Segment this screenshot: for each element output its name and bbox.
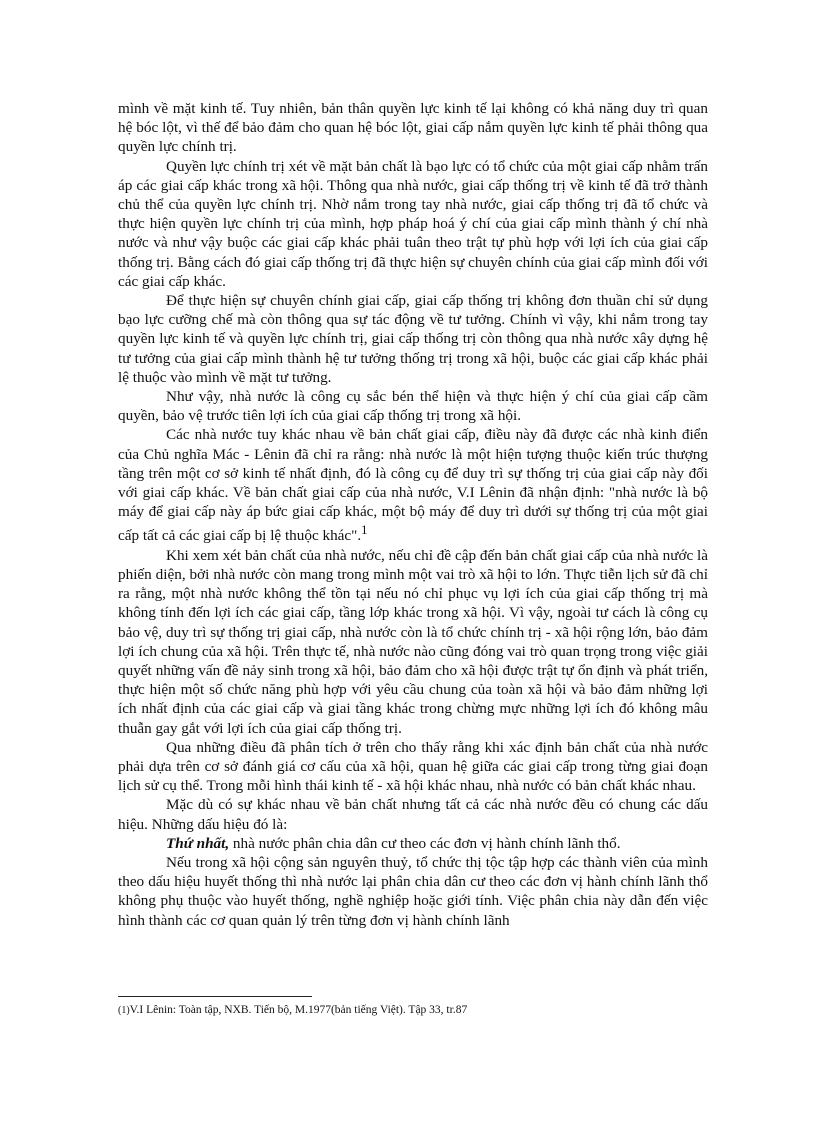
paragraph-continuation: mình về mặt kinh tế. Tuy nhiên, bản thân quyền lực kinh tế lại không có khả năng duy trì quan hệ bóc lột, vì thế để bảo đảm cho quan hệ bóc lột, giai cấp nắm quyền lực kinh tế phải thông qua quyền lực chính trị. — [118, 100, 708, 156]
paragraph-ideology: Để thực hiện sự chuyên chính giai cấp, giai cấp thống trị không đơn thuần chỉ sử dụng bạo lực cưỡng chế mà còn thông qua sự tác động về tư tưởng. Chính vì vậy, khi nắm trong tay quyền lực kinh tế và quyền lực chính trị, giai cấp thống trị còn thông qua nhà nước xây dựng hệ tư tưởng của giai cấp mình thành hệ tư tưởng thống trị trong xã hội, buộc các giai cấp khác phải lệ thuộc vào mình về mặt tư tưởng. — [118, 292, 708, 386]
first-sign-label: Thứ nhất, — [166, 834, 230, 852]
footnote-marker: (1) — [118, 1005, 130, 1016]
first-sign-text: nhà nước phân chia dân cư theo các đơn vị hành chính lãnh thổ. — [229, 834, 621, 852]
paragraph-lenin-quote-text: Các nhà nước tuy khác nhau về bản chất giai cấp, điều này đã được các nhà kinh điển của Chủ nghĩa Mác - Lênin đã chỉ ra rằng: nhà nước là một hiện tượng thuộc kiến trúc thượng tầng trên một cơ sở kinh tế nhất định, đó là công cụ để duy trì sự thống trị của giai cấp này đối với giai cấp khác. Về bản chất giai cấp của nhà nước, V.I Lênin đã nhận định: "nhà nước là bộ máy để giai cấp này áp bức giai cấp khác, một bộ máy để duy trì dưới sự thống trị của một giai cấp tất cả các giai cấp bị lệ thuộc khác". — [118, 426, 708, 545]
paragraph-common-signs: Mặc dù có sự khác nhau về bản chất nhưng tất cả các nhà nước đều có chung các dấu hiệu. Những dấu hiệu đó là: — [118, 796, 708, 833]
document-body — [118, 99, 708, 930]
paragraph-territorial-division: Nếu trong xã hội cộng sản nguyên thuỷ, tổ chức thị tộc tập hợp các thành viên của mình theo dấu hiệu huyết thống thì nhà nước lại phân chia dân cư theo các đơn vị hành chính lãnh thổ không phụ thuộc vào huyết thống, nghề nghiệp hoặc giới tính. Việc phân chia này dẫn đến việc hình thành các cơ quan quản lý trên từng đơn vị hành chính lãnh — [118, 853, 708, 929]
footnote-text: V.I Lênin: Toàn tập, NXB. Tiến bộ, M.1977(bản tiếng Việt). Tập 33, tr.87 — [129, 1004, 468, 1016]
footnote-divider — [118, 996, 312, 997]
paragraph-social-role: Khi xem xét bản chất của nhà nước, nếu chỉ đề cập đến bản chất giai cấp của nhà nước là phiến diện, bởi nhà nước còn mang trong mình một vai trò xã hội to lớn. Thực tiễn lịch sử đã chỉ ra rằng, một nhà nước không thể tồn tại nếu nó chỉ phục vụ lợi ích của giai cấp thống trị mà không tính đến lợi ích các giai cấp, tầng lớp khác trong xã hội. Vì vậy, ngoài tư cách là công cụ bảo vệ, duy trì sự thống trị giai cấp, nhà nước còn là tổ chức chính trị - xã hội rộng lớn, bảo đảm lợi ích chung của xã hội. Trên thực tế, nhà nước nào cũng đóng vai trò quan trọng trong việc giải quyết những vấn đề nảy sinh trong xã hội, bảo đảm cho xã hội được trật tự ổn định và phát triển, thực hiện một số chức năng phù hợp với yêu cầu chung của toàn xã hội và bảo đảm những lợi ích nhất định của các giai cấp và giai tầng khác trong chừng mực những lợi ích đó không mâu thuẫn gay gắt với lợi ích của giai cấp thống trị. — [118, 546, 708, 737]
paragraph-first-sign — [118, 834, 708, 853]
footnote-reference: 1 — [361, 523, 368, 538]
paragraph-political-power: Quyền lực chính trị xét về mặt bản chất là bạo lực có tổ chức của một giai cấp nhằm trấn áp các giai cấp khác trong xã hội. Thông qua nhà nước, giai cấp thống trị về kinh tế đã trở thành chủ thể của quyền lực chính trị. Nhờ nắm trong tay nhà nước, giai cấp thống trị đã tổ chức và thực hiện quyền lực chính trị của mình, hợp pháp hoá ý chí của giai cấp mình thành ý chí nhà nước và như vậy buộc các giai cấp khác phải tuân theo trật tự phù hợp với lợi ích của giai cấp thống trị. Bằng cách đó giai cấp thống trị đã thực hiện sự chuyên chính của giai cấp mình đối với các giai cấp khác. — [118, 157, 708, 290]
paragraph-lenin-quote — [118, 425, 708, 545]
paragraph-analysis: Qua những điều đã phân tích ở trên cho thấy rằng khi xác định bản chất của nhà nước phải dựa trên cơ sở đánh giá cơ cấu của xã hội, quan hệ giữa các giai cấp trong từng giai đoạn lịch sử cụ thể. Trong mỗi hình thái kinh tế - xã hội khác nhau, nhà nước có bản chất khác nhau. — [118, 738, 708, 795]
paragraph-state-instrument: Như vậy, nhà nước là công cụ sắc bén thể hiện và thực hiện ý chí của giai cấp cầm quyền, bảo vệ trước tiên lợi ích của giai cấp thống trị trong xã hội. — [118, 388, 708, 425]
footnote — [118, 1003, 708, 1018]
